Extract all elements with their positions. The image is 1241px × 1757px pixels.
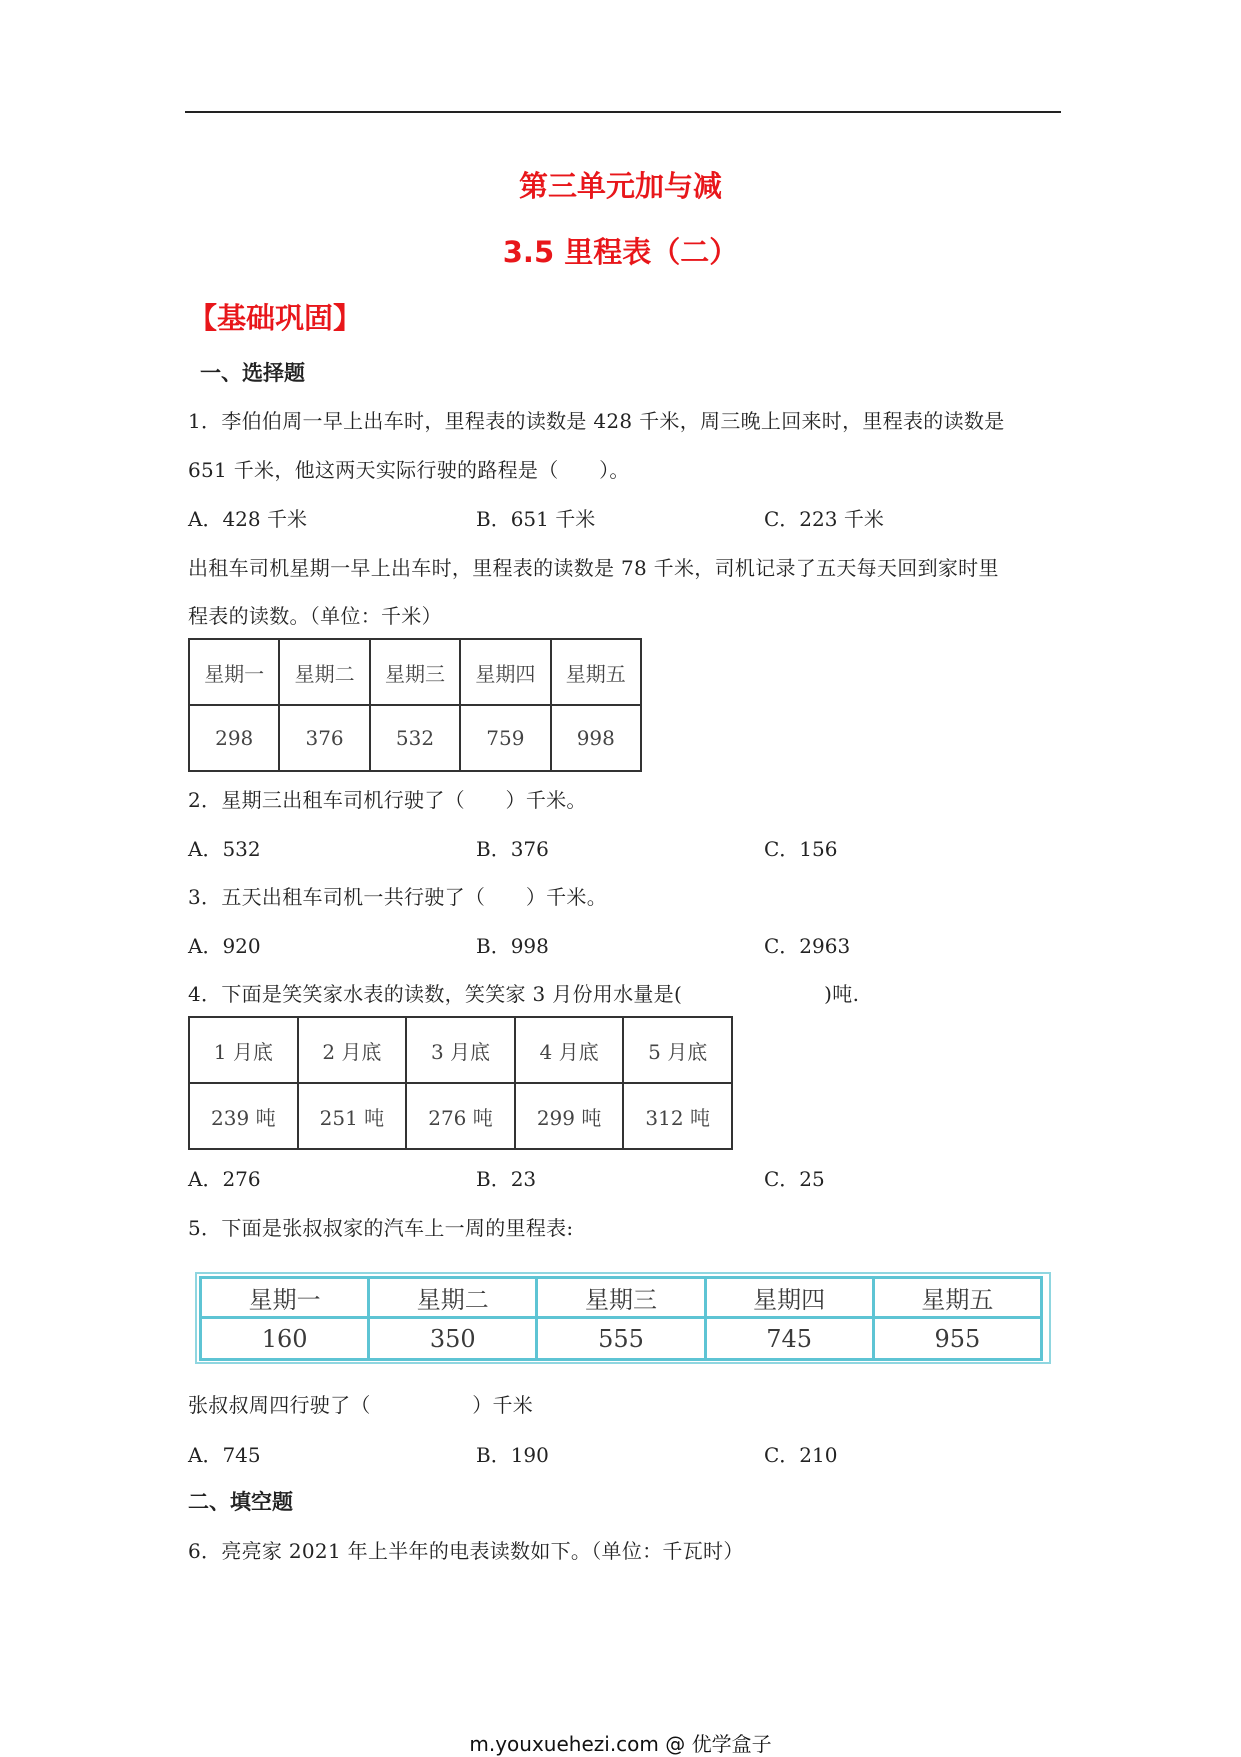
q1-option-c[interactable]: C．223 千米 xyxy=(764,507,884,531)
table-cell: 998 xyxy=(551,705,641,771)
table-header-cell: 星期一 xyxy=(189,639,279,705)
footer-watermark: m.youxuehezi.com @ 优学盒子 xyxy=(469,1732,772,1756)
table-header-cell: 星期四 xyxy=(705,1278,873,1318)
table-header-cell: 星期二 xyxy=(279,639,369,705)
table-header-cell: 星期五 xyxy=(873,1278,1041,1318)
table-header-cell: 4 月底 xyxy=(515,1017,624,1083)
part2-heading: 二、填空题 xyxy=(188,1490,293,1514)
q1-option-b[interactable]: B．651 千米 xyxy=(476,507,596,531)
table-cell: 555 xyxy=(537,1318,705,1360)
taxi-intro-line1: 出租车司机星期一早上出车时，里程表的读数是 78 千米，司机记录了五天每天回到家时里 xyxy=(188,556,999,580)
q6-text: 6．亮亮家 2021 年上半年的电表读数如下。（单位：千瓦时） xyxy=(188,1539,744,1563)
q5-option-c[interactable]: C．210 xyxy=(764,1443,838,1467)
page-subtitle: 3.5 里程表（二） xyxy=(502,235,739,269)
table-cell: 376 xyxy=(279,705,369,771)
q4-option-a[interactable]: A．276 xyxy=(188,1167,261,1191)
table-cell: 276 吨 xyxy=(406,1083,515,1149)
q3-option-a[interactable]: A．920 xyxy=(188,934,261,958)
q1-option-a[interactable]: A．428 千米 xyxy=(188,507,307,531)
q5-follow-text: 张叔叔周四行驶了（ ）千米 xyxy=(188,1393,534,1417)
q2-option-a[interactable]: A．532 xyxy=(188,837,261,861)
q4-text: 4．下面是笑笑家水表的读数，笑笑家 3 月份用水量是( )吨. xyxy=(188,982,860,1006)
q5-text: 5．下面是张叔叔家的汽车上一周的里程表: xyxy=(188,1216,574,1240)
table-header-cell: 3 月底 xyxy=(406,1017,515,1083)
table-header-cell: 星期三 xyxy=(537,1278,705,1318)
table-cell: 312 吨 xyxy=(623,1083,732,1149)
q2-option-b[interactable]: B．376 xyxy=(476,837,549,861)
page-title: 第三单元加与减 xyxy=(518,169,722,203)
table-cell: 298 xyxy=(189,705,279,771)
table-header-cell: 星期二 xyxy=(369,1278,537,1318)
table-cell: 251 吨 xyxy=(298,1083,407,1149)
table-header-cell: 星期一 xyxy=(201,1278,369,1318)
table-cell: 759 xyxy=(460,705,550,771)
q3-text: 3．五天出租车司机一共行驶了（ ）千米。 xyxy=(188,885,608,909)
table-cell: 955 xyxy=(873,1318,1041,1360)
q5-option-b[interactable]: B．190 xyxy=(476,1443,549,1467)
table-cell: 745 xyxy=(705,1318,873,1360)
water-meter-table xyxy=(188,1016,733,1150)
q1-line2: 651 千米，他这两天实际行驶的路程是（ ）。 xyxy=(188,458,630,482)
header-rule xyxy=(185,111,1061,113)
q4-option-c[interactable]: C．25 xyxy=(764,1167,825,1191)
car-mileage-table xyxy=(199,1276,1043,1361)
q3-option-c[interactable]: C．2963 xyxy=(764,934,851,958)
table-header-cell: 星期四 xyxy=(460,639,550,705)
table-header-cell: 1 月底 xyxy=(189,1017,298,1083)
q1-line1: 1．李伯伯周一早上出车时，里程表的读数是 428 千米，周三晚上回来时，里程表的读数是 xyxy=(188,409,1005,433)
q2-text: 2．星期三出租车司机行驶了（ ）千米。 xyxy=(188,788,587,812)
table-cell: 299 吨 xyxy=(515,1083,624,1149)
table-cell: 350 xyxy=(369,1318,537,1360)
q2-option-c[interactable]: C．156 xyxy=(764,837,838,861)
part1-heading: 一、选择题 xyxy=(200,361,305,385)
section-label: 【基础巩固】 xyxy=(188,301,363,335)
table-cell: 239 吨 xyxy=(189,1083,298,1149)
q4-option-b[interactable]: B．23 xyxy=(476,1167,537,1191)
taxi-intro-line2: 程表的读数。（单位：千米） xyxy=(188,604,442,628)
q5-option-a[interactable]: A．745 xyxy=(188,1443,261,1467)
table-header-cell: 2 月底 xyxy=(298,1017,407,1083)
table-header-cell: 5 月底 xyxy=(623,1017,732,1083)
table-header-cell: 星期五 xyxy=(551,639,641,705)
table-cell: 160 xyxy=(201,1318,369,1360)
table-header-cell: 星期三 xyxy=(370,639,460,705)
taxi-mileage-table xyxy=(188,638,642,772)
q3-option-b[interactable]: B．998 xyxy=(476,934,549,958)
table-cell: 532 xyxy=(370,705,460,771)
